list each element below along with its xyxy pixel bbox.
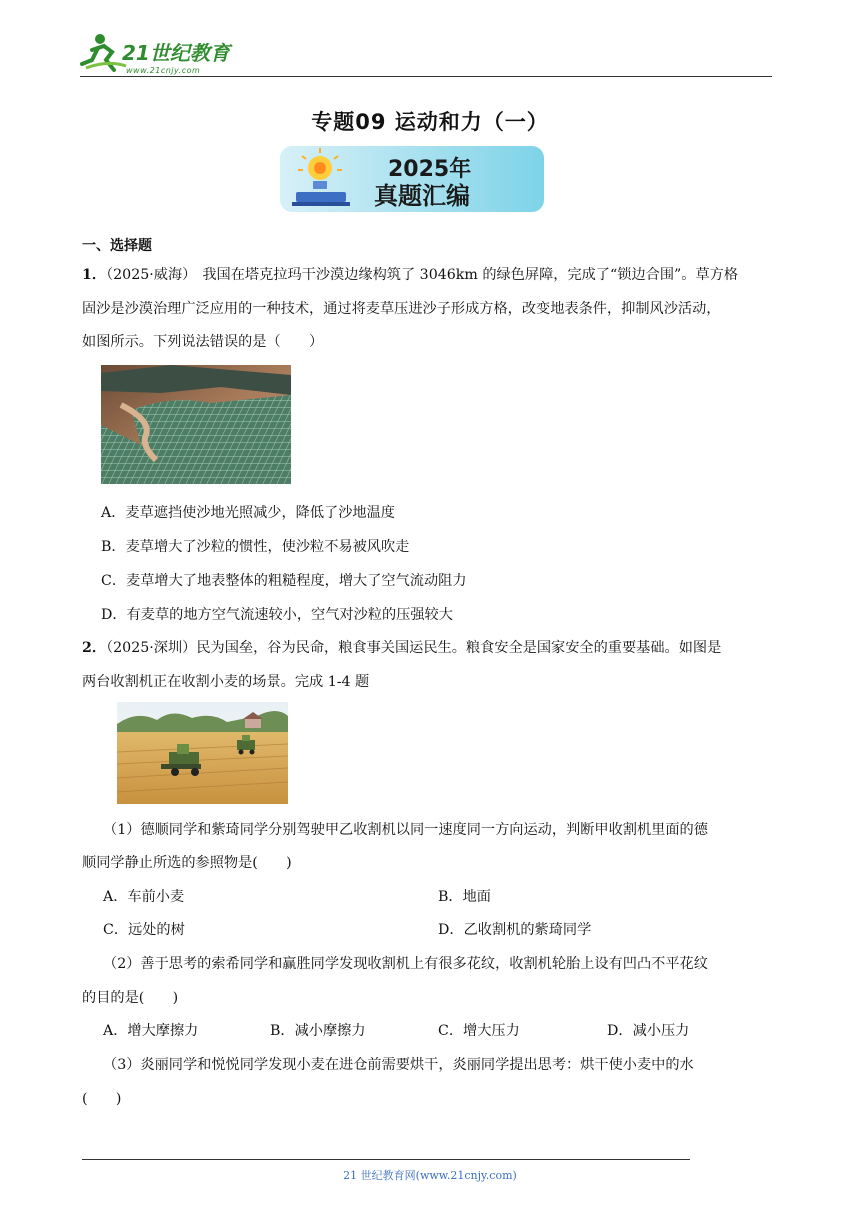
footer-divider — [82, 1159, 690, 1160]
question-1-option-d: D．有麦草的地方空气流速较小，空气对沙粒的压强较大 — [101, 607, 453, 623]
question-2-number: 2． — [82, 640, 107, 656]
question-1-line-3: 如图所示。下列说法错误的是（ ） — [82, 334, 324, 350]
question-2-text-1: 民为国垒，谷为民命，粮食事关国运民生。粮食安全是国家安全的重要基础。如图是 — [196, 640, 722, 656]
page-title: 专题09 运动和力（一） — [311, 110, 549, 134]
subquestion-2-option-a: A．增大摩擦力 — [103, 1023, 199, 1039]
subquestion-2-line-1: （2）善于思考的索希同学和赢胜同学发现收割机上有很多花纹，收割机轮胎上设有凹凸不平花纹 — [103, 956, 708, 972]
question-1-text-1: 我国在塔克拉玛干沙漠边缘构筑了 3046km 的绿色屏障，完成了“锁边合围”。草方格 — [202, 267, 739, 283]
subquestion-1-option-a: A．车前小麦 — [103, 889, 185, 905]
subquestion-1-line-2: 顺同学静止所选的参照物是( ) — [82, 855, 292, 871]
footer-text: 21 世纪教育网(www.21cnjy.com) — [343, 1169, 517, 1182]
question-1-number: 1． — [82, 267, 107, 283]
section-heading: 一、选择题 — [82, 238, 152, 254]
question-1-option-b: B．麦草增大了沙粒的惯性，使沙粒不易被风吹走 — [101, 539, 410, 555]
subquestion-2-option-c: C．增大压力 — [438, 1023, 520, 1039]
question-1-option-a: A．麦草遮挡使沙地光照减少，降低了沙地温度 — [101, 505, 395, 521]
subquestion-2-option-b: B．减小摩擦力 — [270, 1023, 366, 1039]
site-logo — [78, 30, 248, 78]
question-2-line-1 — [82, 637, 721, 657]
svg-text:www.21cnjy.com: www.21cnjy.com — [126, 66, 201, 75]
banner-subtitle: 真题汇编 — [374, 181, 470, 210]
logo-graphic — [78, 30, 248, 78]
wheat-harvester-image — [117, 702, 288, 804]
subquestion-1-option-d: D．乙收割机的紫琦同学 — [438, 922, 592, 938]
subquestion-2-line-2: 的目的是( ) — [82, 990, 179, 1006]
question-2-line-2: 两台收割机正在收割小麦的场景。完成 1-4 题 — [82, 674, 370, 690]
subquestion-3-line-2: ( ) — [82, 1091, 122, 1107]
subquestion-2-option-d: D．减小压力 — [607, 1023, 690, 1039]
subquestion-1-option-b: B．地面 — [438, 889, 491, 905]
question-1-line-2: 固沙是沙漠治理广泛应用的一种技术，通过将麦草压进沙子形成方格，改变地表条件，抑制风沙活动， — [82, 301, 721, 317]
question-2-source: （2025·深圳） — [106, 640, 197, 656]
svg-text:21世纪教育: 21世纪教育 — [122, 41, 230, 65]
subquestion-1-line-1: （1）德顺同学和紫琦同学分别驾驶甲乙收割机以同一速度同一方向运动，判断甲收割机里面的德 — [103, 822, 708, 838]
question-1-option-c: C．麦草增大了地表整体的粗糙程度，增大了空气流动阻力 — [101, 573, 467, 589]
subquestion-3-line-1: （3）炎丽同学和悦悦同学发现小麦在进仓前需要烘干，炎丽同学提出思考：烘干使小麦中的水 — [103, 1057, 694, 1073]
banner-year: 2025年 — [388, 157, 472, 182]
year-banner — [278, 144, 546, 214]
question-1-line-1 — [82, 264, 738, 284]
subquestion-1-option-c: C．远处的树 — [103, 922, 185, 938]
question-1-source: （2025·威海） — [106, 267, 197, 283]
header-divider — [80, 76, 772, 77]
desert-straw-grid-image — [101, 365, 291, 484]
